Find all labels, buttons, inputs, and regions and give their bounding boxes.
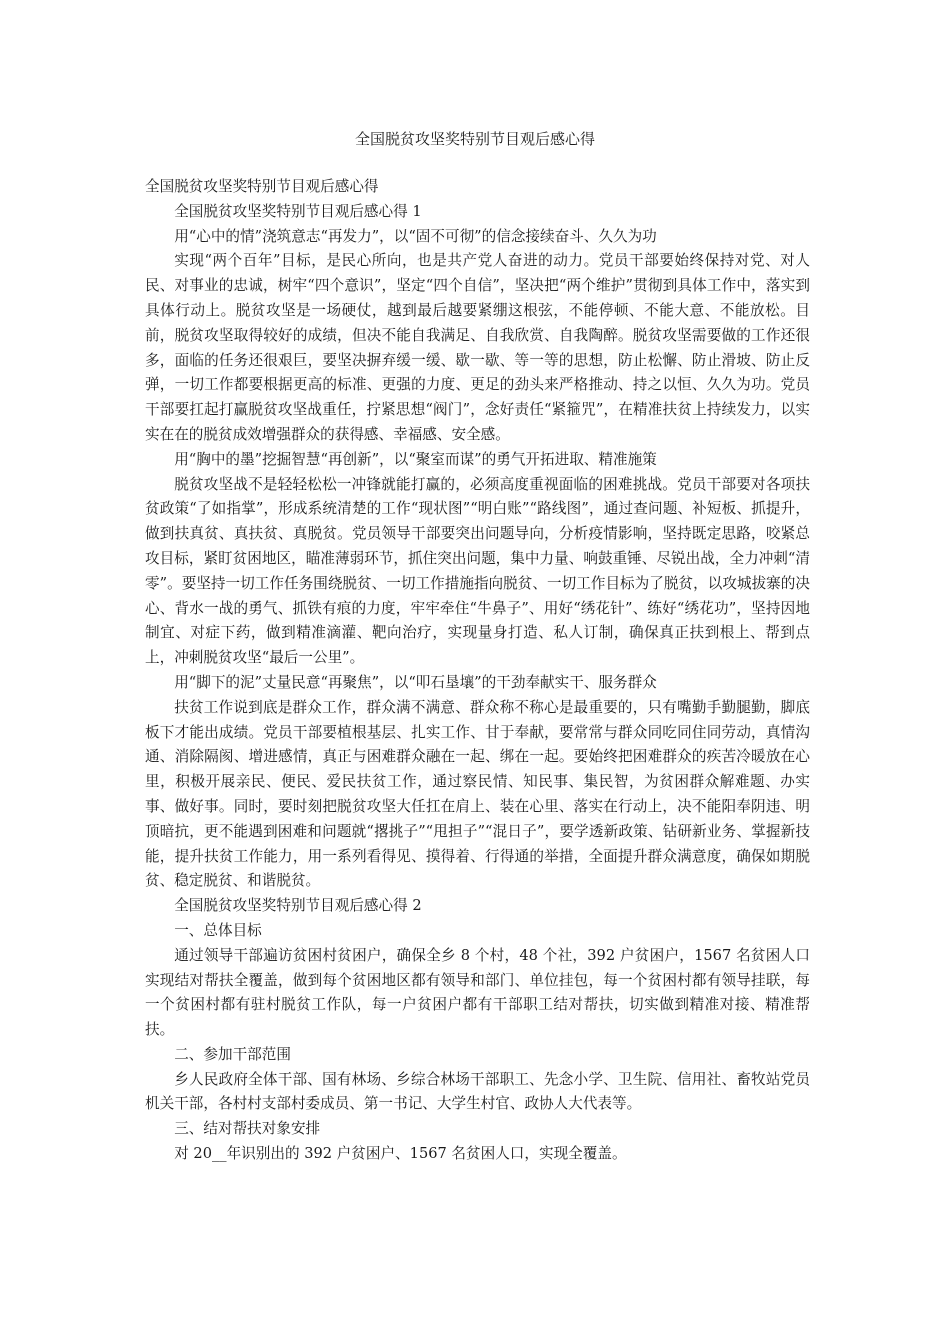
- subheading-1: 用“心中的情”浇筑意志“再发力”，以“固不可彻”的信念接续奋斗、久久为功: [174, 227, 657, 245]
- body-paragraph-2: 脱贫攻坚战不是轻轻松松一冲锋就能打赢的，必须高度重视面临的困难挑战。党员干部要对各项扶贫政策“了如指掌”，形成系统清楚的工作“现状图”“明白账”“路线图”，通过查问题、补短板、抓提升，做到扶真贫、真扶贫、真脱贫。党员领导干部要突出问题导向，分析疫情影响，坚持既定思路，咬紧总攻目标，紧盯贫困地区，瞄准薄弱环节，抓住突出问题，集中力量、响鼓重锤、尽锐出战，全力冲刺“清零”。要坚持一切工作任务围绕脱贫、一切工作措施指向脱贫、一切工作目标为了脱贫，以攻城拔寨的决心、背水一战的勇气、抓铁有痕的力度，牢牢牵住“牛鼻子”、用好“绣花针”、练好“绣花功”，坚持因地制宜、对症下药，做到精准滴灌、靶向治疗，实现量身打造、私人订制，确保真正扶到根上、帮到点上，冲刺脱贫攻坚“最后一公里”。: [145, 475, 810, 667]
- body-paragraph-1: 实现“两个百年”目标，是民心所向，也是共产党人奋进的动力。党员干部要始终保持对党、对人民、对事业的忠诚，树牢“四个意识”，坚定“四个自信”，坚决把“两个维护”贯彻到具体工作中，落实到具体行动上。脱贫攻坚是一场硬仗，越到最后越要紧绷这根弦，不能停顿、不能大意、不能放松。目前，脱贫攻坚取得较好的成绩，但决不能自我满足、自我欣赏、自我陶醉。脱贫攻坚需要做的工作还很多，面临的任务还很艰巨，要坚决摒弃缓一缓、歇一歇、等一等的思想，防止松懈、防止滑坡、防止反弹，一切工作都要根据更高的标准、更强的力度、更足的劲头来严格推动、持之以恒、久久为功。党员干部要扛起打赢脱贫攻坚战重任，拧紧思想“阀门”，念好责任“紧箍咒”，在精准扶贫上持续发力，以实实在在的脱贫成效增强群众的获得感、幸福感、安全感。: [145, 252, 810, 443]
- subheading-3: 用“脚下的泥”丈量民意“再聚焦”，以“叩石垦壤”的干劲奉献实干、服务群众: [174, 673, 657, 691]
- body-paragraph-5: 乡人民政府全体干部、国有林场、乡综合林场干部职工、先念小学、卫生院、信用社、畜牧站党员机关干部，各村村支部村委成员、第一书记、大学生村官、政协人大代表等。: [145, 1070, 810, 1113]
- document-title: 全国脱贫攻坚奖特别节目观后感心得: [354, 130, 595, 148]
- body-paragraph-6: 对 20__年识别出的 392 户贫困户、1567 名贫困人口，实现全覆盖。: [174, 1145, 627, 1163]
- body-paragraph-3: 扶贫工作说到底是群众工作，群众满不满意、群众称不称心是最重要的，只有嘴勤手勤腿勤，脚底板下才能出成绩。党员干部要植根基层、扎实工作、甘于奉献，要常常与群众同吃同住同劳动，真情沟通、消除隔阂、增进感情，真正与困难群众融在一起、绑在一起。要始终把困难群众的疾苦冷暖放在心里，积极开展亲民、便民、爱民扶贫工作，通过察民情、知民事、集民智，为贫困群众解难题、办实事、做好事。同时，要时刻把脱贫攻坚大任扛在肩上、装在心里、落实在行动上，决不能阳奉阴违、明顶暗抗，更不能遇到困难和问题就“撂挑子”“甩担子”“混日子”，要学透新政策、钻研新业务、掌握新技能，提升扶贫工作能力，用一系列看得见、摸得着、行得通的举措，全面提升群众满意度，确保如期脱贫、稳定脱贫、和谐脱贫。: [145, 698, 810, 890]
- document-body: [145, 175, 810, 1167]
- body-paragraph-4: 通过领导干部遍访贫困村贫困户，确保全乡 8 个村，48 个社，392 户贫困户，1567 名贫困人口实现结对帮扶全覆盖，做到每个贫困地区都有领导和部门、单位挂包，每一个贫困村都有领导挂联，每一个贫困村都有驻村脱贫工作队，每一户贫困户都有干部职工结对帮扶，切实做到精准对接、精准帮扶。: [145, 946, 810, 1039]
- section-heading-1: 全国脱贫攻坚奖特别节目观后感心得 1: [174, 202, 422, 220]
- subtitle-heading: 全国脱贫攻坚奖特别节目观后感心得: [145, 178, 379, 195]
- subheading-2: 用“胸中的墨”挖掘智慧“再创新”，以“聚室而谋”的勇气开拓进取、精准施策: [174, 450, 657, 468]
- list-heading-2: 二、参加干部范围: [174, 1045, 291, 1063]
- list-heading-1: 一、总体目标: [174, 921, 262, 939]
- section-heading-2: 全国脱贫攻坚奖特别节目观后感心得 2: [174, 897, 422, 915]
- list-heading-3: 三、结对帮扶对象安排: [174, 1120, 321, 1138]
